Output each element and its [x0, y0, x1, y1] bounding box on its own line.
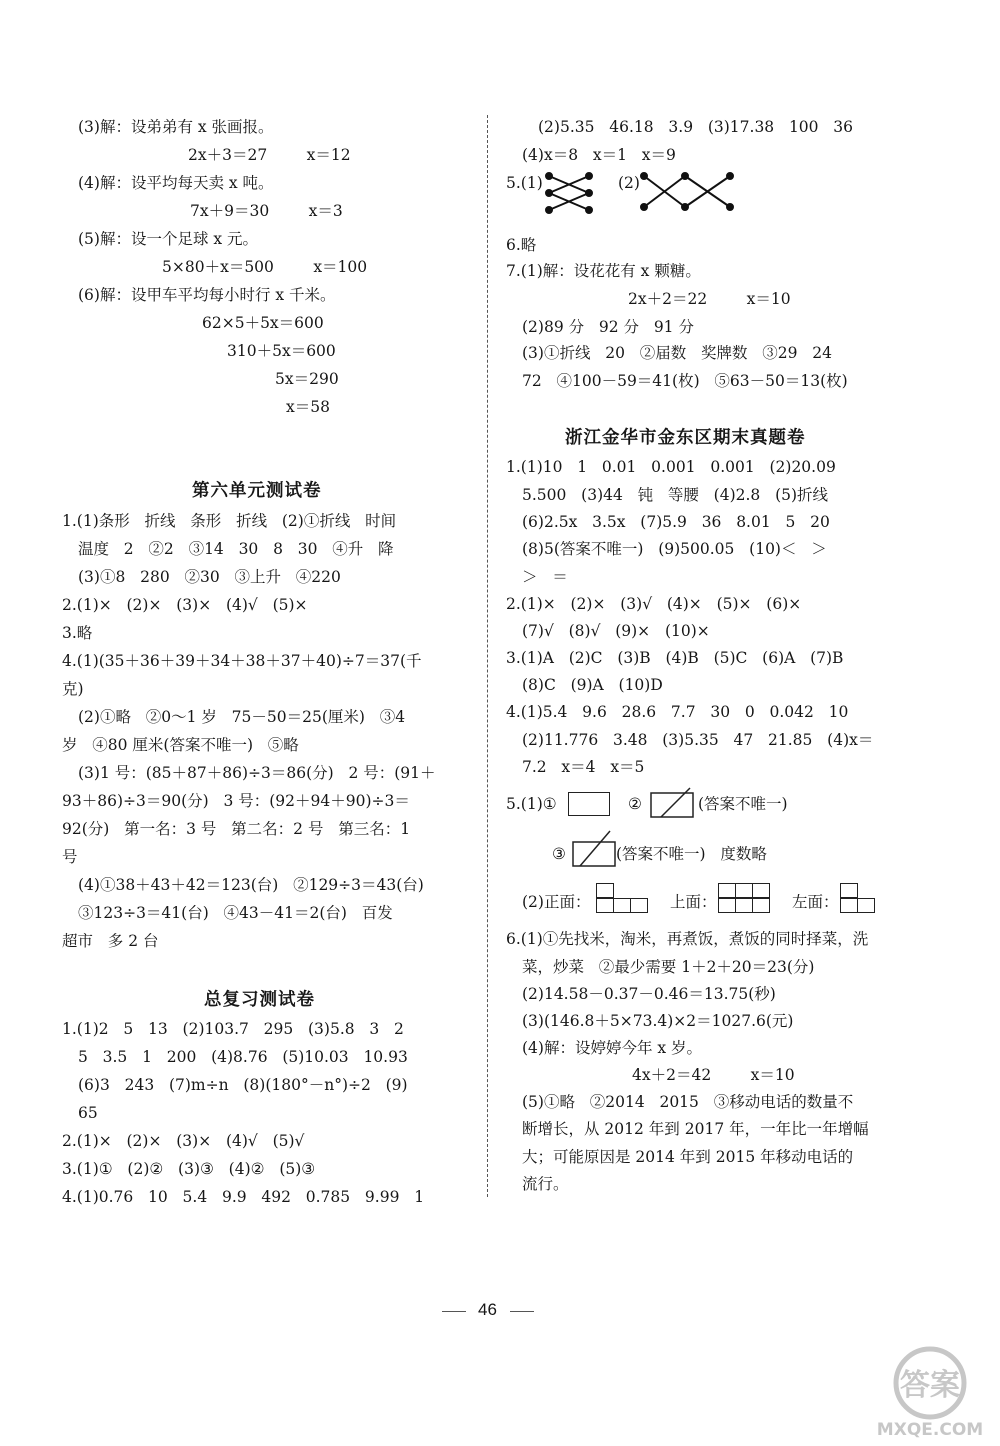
section-title-review: 总复习测试卷	[204, 990, 315, 1010]
watermark-url: MXQE.COM	[876, 1420, 984, 1440]
answer-line: 5×80＋x＝500 x＝100	[162, 258, 368, 276]
matching-diagram-1	[545, 172, 595, 227]
section-title-unit6: 第六单元测试卷	[192, 481, 322, 501]
answer-line: (3)1 号：(85＋87＋86)÷3＝86(分) 2 号：(91＋	[78, 764, 436, 782]
answer-line: 5.(1)	[506, 174, 543, 192]
answer-line: 7.2 x＝4 x＝5	[522, 758, 645, 776]
answer-line: (6)2.5x 3.5x (7)5.9 36 8.01 5 20	[522, 513, 830, 531]
answer-line: 310＋5x＝600	[227, 342, 336, 360]
section-title-exam: 浙江金华市金东区期末真题卷	[565, 428, 806, 448]
answer-line: 2x＋2＝22 x＝10	[628, 290, 791, 308]
answer-line: (4)解：设婷婷今年 x 岁。	[522, 1039, 703, 1057]
answer-line: 72 ④100－59＝41(枚) ⑤63－50＝13(枚)	[522, 372, 848, 390]
answer-line: 大；可能原因是 2014 年到 2015 年移动电话的	[522, 1148, 854, 1166]
answer-line: (答案不唯一) 度数略	[616, 845, 767, 863]
answer-line: 3.(1)A (2)C (3)B (4)B (5)C (6)A (7)B	[506, 649, 844, 667]
column-divider	[487, 115, 488, 1197]
watermark-logo	[868, 1345, 993, 1440]
answer-line: 65	[78, 1104, 98, 1122]
answer-line: 6.略	[506, 236, 537, 254]
answer-line: (4)①38＋43＋42＝123(台) ②129÷3＝43(台)	[78, 876, 424, 894]
answer-line: 92(分) 第一名：3 号 第二名：2 号 第三名：1	[62, 820, 411, 838]
answer-line: 2x＋3＝27 x＝12	[188, 146, 351, 164]
answer-line: 岁 ④80 厘米(答案不唯一) ⑤略	[62, 736, 299, 754]
watermark-text: 答案	[900, 1368, 960, 1403]
answer-line: (2)5.35 46.18 3.9 (3)17.38 100 36	[538, 118, 854, 136]
matching-diagram-2	[640, 172, 740, 212]
answer-line: 5.500 (3)44 钝 等腰 (4)2.8 (5)折线	[522, 486, 829, 504]
answer-line: 3.(1)① (2)② (3)③ (4)② (5)③	[62, 1160, 316, 1178]
answer-line: ③123÷3＝41(台) ④43－41＝2(台) 百发	[78, 904, 393, 922]
answer-line: 7.(1)解：设花花有 x 颗糖。	[506, 262, 701, 280]
answer-line: (4)解：设平均每天卖 x 吨。	[78, 174, 274, 192]
answer-line: 4.(1)5.4 9.6 28.6 7.7 30 0 0.042 10	[506, 703, 849, 721]
answer-line: 5x＝290	[275, 370, 339, 388]
answer-line: (2)11.776 3.48 (3)5.35 47 21.85 (4)x＝	[522, 731, 874, 749]
answer-line: 上面：	[670, 893, 717, 911]
page-number-dash-left	[442, 1311, 466, 1312]
answer-line: (5)①略 ②2014 2015 ③移动电话的数量不	[522, 1093, 854, 1111]
trapezoid-split-shape	[650, 787, 696, 819]
answer-line: 2.(1)× (2)× (3)× (4)√ (5)√	[62, 1132, 305, 1150]
answer-line: 克)	[62, 680, 84, 698]
answer-line: (答案不唯一)	[698, 795, 788, 813]
answer-line: (3)①8 280 ②30 ③上升 ④220	[78, 568, 341, 586]
answer-line: 超市 多 2 台	[62, 932, 159, 950]
answer-line: 7x＋9＝30 x＝3	[190, 202, 343, 220]
answer-line: ＞ ＝	[522, 568, 568, 586]
answer-line: ②	[628, 795, 642, 813]
answer-line: (4)x＝8 x＝1 x＝9	[522, 146, 676, 164]
answer-line: ③	[552, 845, 566, 863]
answer-line: 93＋86)÷3＝90(分) 3 号：(92＋94＋90)÷3＝	[62, 792, 410, 810]
answer-line: (5)解：设一个足球 x 元。	[78, 230, 259, 248]
answer-line: 1.(1)条形 折线 条形 折线 (2)①折线 时间	[62, 512, 397, 530]
answer-line: 2.(1)× (2)× (3)× (4)√ (5)×	[62, 596, 308, 614]
triangle-split-shape	[572, 830, 618, 868]
page-number: 46	[478, 1300, 497, 1319]
answer-line: (2)14.58－0.37－0.46＝13.75(秒)	[522, 985, 776, 1003]
answer-line: 1.(1)10 1 0.01 0.001 0.001 (2)20.09	[506, 458, 836, 476]
answer-line: 6.(1)①先找米，淘米，再煮饭，煮饭的同时择菜，洗	[506, 930, 869, 948]
answer-line: (2)	[618, 174, 640, 192]
answer-line: (3)(146.8＋5×73.4)×2＝1027.6(元)	[522, 1012, 794, 1030]
answer-line: 菜，炒菜 ②最少需要 1＋2＋20＝23(分)	[522, 958, 815, 976]
answer-line: 4x＋2＝42 x＝10	[632, 1066, 795, 1084]
answer-line: 62×5＋5x＝600	[202, 314, 324, 332]
answer-line: 3.略	[62, 624, 93, 642]
answer-line: (7)√ (8)√ (9)× (10)×	[522, 622, 710, 640]
answer-line: 号	[62, 848, 78, 866]
answer-line: (6)解：设甲车平均每小时行 x 千米。	[78, 286, 336, 304]
answer-line: 5 3.5 1 200 (4)8.76 (5)10.03 10.93	[78, 1048, 408, 1066]
answer-line: 流行。	[522, 1175, 569, 1193]
answer-line: 断增长，从 2012 年到 2017 年，一年比一年增幅	[522, 1120, 869, 1138]
rectangle-shape	[568, 792, 610, 816]
answer-line: 4.(1)0.76 10 5.4 9.9 492 0.785 9.99 1	[62, 1188, 425, 1206]
answer-line: (2)89 分 92 分 91 分	[522, 318, 694, 336]
page-number-dash-right	[510, 1311, 534, 1312]
answer-line: 1.(1)2 5 13 (2)103.7 295 (3)5.8 3 2	[62, 1020, 404, 1038]
answer-line: 4.(1)(35＋36＋39＋34＋38＋37＋40)÷7＝37(千	[62, 652, 422, 670]
answer-line: 5.(1)①	[506, 795, 557, 813]
answer-line: 温度 2 ②2 ③14 30 8 30 ④升 降	[78, 540, 394, 558]
answer-line: (2)①略 ②0～1 岁 75－50＝25(厘米) ③4	[78, 708, 406, 726]
answer-line: (8)C (9)A (10)D	[522, 676, 663, 694]
answer-line: (3)①折线 20 ②届数 奖牌数 ③29 24	[522, 344, 833, 362]
answer-line: (3)解：设弟弟有 x 张画报。	[78, 118, 274, 136]
answer-line: (2)正面：	[522, 893, 591, 911]
answer-line: (6)3 243 (7)m÷n (8)(180°－n°)÷2 (9)	[78, 1076, 408, 1094]
answer-line: 左面：	[792, 893, 839, 911]
answer-line: (8)5(答案不唯一) (9)500.05 (10)＜ ＞	[522, 540, 827, 558]
answer-line: x＝58	[286, 398, 330, 416]
answer-line: 2.(1)× (2)× (3)√ (4)× (5)× (6)×	[506, 595, 802, 613]
